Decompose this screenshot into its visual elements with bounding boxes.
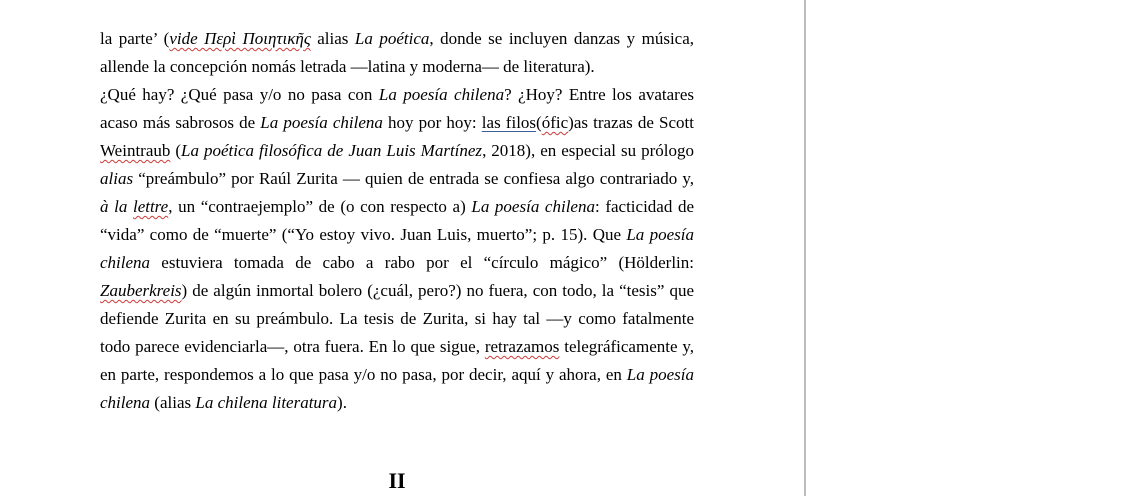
text-run: vide Περὶ Ποιητικῆς bbox=[169, 29, 311, 48]
text-run: telegráficamente y, en parte, respondemos a lo que pasa y/o no pasa, por decir, aquí y ahora, en bbox=[100, 337, 694, 384]
text-run: ? ¿Hoy? Entre los avatares acaso más sabrosos de bbox=[100, 85, 694, 132]
text-run: , donde se incluyen danzas y música, allende la concepción nomás letrada —latina y moderna— de literatura). bbox=[100, 29, 695, 76]
text-run: (alias bbox=[150, 393, 196, 412]
text-run: las filos bbox=[481, 113, 537, 132]
text-run: La poesía chilena bbox=[378, 85, 505, 104]
text-run: : facticidad de “vida” como de “muerte” (“Yo estoy vivo. Juan Luis, muerto”; p. 15). Que bbox=[100, 197, 695, 244]
text-run: La poética filosófica de Juan Luis Martínez bbox=[181, 141, 483, 160]
text-run: Zauberkreis bbox=[100, 281, 182, 300]
text-run: La poesía chilena bbox=[260, 113, 383, 132]
text-run: retrazamos bbox=[484, 337, 560, 356]
section-heading[interactable]: II bbox=[388, 468, 406, 493]
text-run: lettre bbox=[132, 197, 169, 216]
text-run: La poesía chilena bbox=[471, 197, 595, 216]
text-run: ( bbox=[536, 113, 542, 132]
page-edge-divider bbox=[804, 0, 806, 496]
text-run: ). bbox=[337, 393, 347, 412]
text-run: hoy por hoy: bbox=[382, 113, 482, 132]
text-run: à la bbox=[100, 197, 133, 216]
text-run: alias bbox=[100, 169, 134, 188]
text-run: La poesía chilena bbox=[100, 225, 695, 272]
paragraph[interactable] bbox=[100, 25, 694, 81]
text-run: )as trazas de Scott bbox=[568, 113, 694, 132]
text-run: alias bbox=[310, 29, 355, 48]
text-run: ófic bbox=[541, 113, 569, 132]
text-run: la parte’ ( bbox=[100, 29, 170, 48]
text-run: La poesía chilena bbox=[100, 365, 694, 412]
text-run: ) de algún inmortal bolero (¿cuál, pero?) no fuera, con todo, la “tesis” que defiende Zurita en su preámbulo. La tesis de Zurita, si hay tal —y como fatalmente todo parece evidenciarla—, otra fuera. En lo que sigue, bbox=[100, 281, 694, 356]
document-text-column bbox=[100, 25, 694, 495]
text-run: La chilena literatura bbox=[195, 393, 338, 412]
text-run: ¿Qué hay? ¿Qué pasa y/o no pasa con bbox=[100, 85, 379, 104]
paragraph[interactable] bbox=[100, 81, 694, 417]
text-run: , un “contraejemplo” de (o con respecto a) bbox=[168, 197, 472, 216]
text-run: estuviera tomada de cabo a rabo por el “círculo mágico” (Hölderlin: bbox=[150, 253, 694, 272]
text-run: La poética bbox=[354, 29, 430, 48]
text-run: “preámbulo” por Raúl Zurita — quien de entrada se confiesa algo contrariado y, bbox=[133, 169, 694, 188]
text-run: , 2018), en especial su prólogo bbox=[482, 141, 694, 160]
text-run: Weintraub bbox=[100, 141, 171, 160]
text-run: ( bbox=[170, 141, 182, 160]
